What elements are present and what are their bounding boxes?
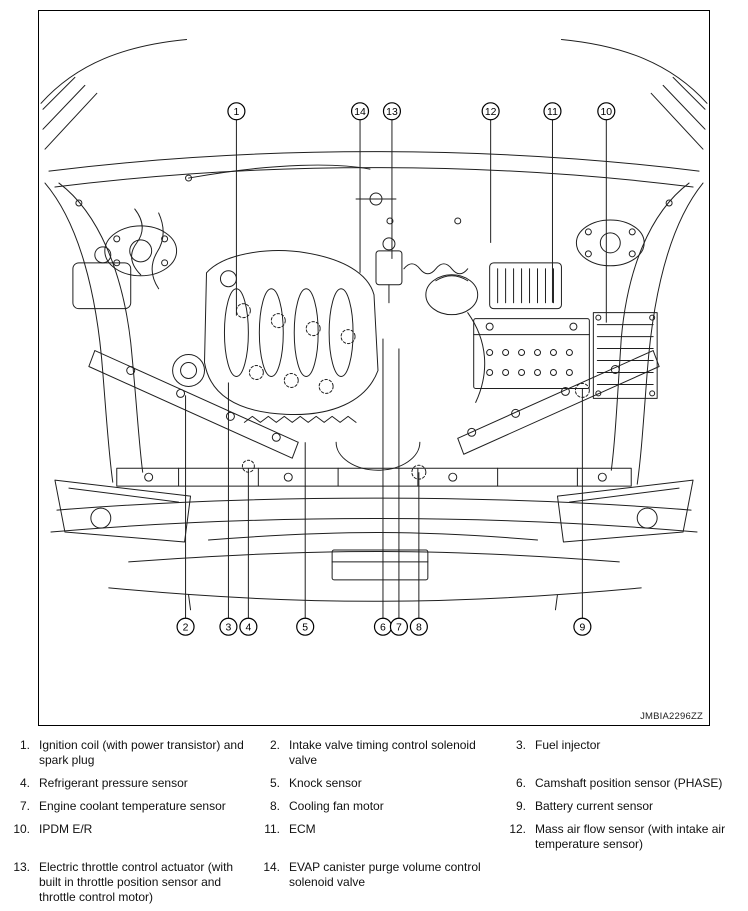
legend-item-number: 9. [515,799,526,813]
callout-number: 13 [386,106,398,118]
legend-item-number: 3. [515,738,526,752]
callout-7 [390,349,407,636]
callout-number: 14 [354,106,366,118]
callout-number: 2 [182,622,189,634]
legend-item-number: 1. [19,738,30,752]
callout-number: 6 [380,622,386,634]
legend-item-text: IPDM E/R [39,822,93,836]
legend-item-number: 7. [19,799,30,813]
callout-number: 12 [484,106,497,118]
engine-diagram-figure [38,10,710,726]
legend-item-4 [8,776,258,791]
legend-item-text: Refrigerant pressure sensor [39,776,188,790]
callout-number: 7 [396,622,402,634]
legend-item-2 [258,738,504,768]
callout-number: 4 [245,622,252,634]
legend-item-5 [258,776,504,791]
legend-item-number: 10. [13,822,30,836]
legend-item-text: Fuel injector [535,738,601,752]
callout-number: 1 [233,106,240,118]
callout-10 [598,103,615,323]
callout-number: 11 [547,106,558,118]
callout-number: 10 [600,106,613,118]
legend-item-number: 14. [263,860,280,874]
legend-item-1 [8,738,258,768]
legend-item-text: Camshaft position sensor (PHASE) [535,776,723,790]
legend-item-9 [504,799,742,814]
callout-1 [228,103,245,316]
callout-number: 8 [415,622,422,634]
engine-line-art [41,39,707,609]
callout-5 [297,442,314,635]
legend-item-text: Electric throttle control actuator (with built in throttle position sensor and throttle control motor) [39,860,234,904]
legend-item-7 [8,799,258,814]
figure-watermark: JMBIA2296ZZ [640,711,703,722]
callout-number: 3 [225,622,232,634]
legend-item-12 [504,822,742,852]
callout-number: 9 [579,622,586,634]
callout-14 [352,103,369,273]
legend-item-text: Engine coolant temperature sensor [39,799,226,813]
legend-item-number: 5. [269,776,280,790]
callout-6 [374,339,391,636]
legend-item-14 [258,860,504,905]
legend-item-text: EVAP canister purge volume control solenoid valve [289,860,481,889]
legend-item-11 [258,822,504,852]
legend-item-3 [504,738,742,768]
legend-item-number: 2. [269,738,280,752]
callout-number: 5 [302,622,309,634]
legend-item-text: Knock sensor [289,776,362,790]
legend-item-number: 12. [509,822,526,836]
callout-9 [574,388,591,635]
legend-item-13 [8,860,258,905]
legend-item-text: Cooling fan motor [289,799,384,813]
legend-item-number: 13. [13,860,30,874]
callout-13 [383,103,400,259]
callout-12 [482,103,499,243]
legend-item-number: 4. [19,776,30,790]
callout-4 [240,468,257,635]
legend-item-number: 8. [269,799,280,813]
legend-item-number: 11. [264,822,280,836]
legend-item-text: Battery current sensor [535,799,654,813]
callout-11 [544,103,561,303]
legend-item-text: Intake valve timing control solenoid valve [289,738,476,767]
callout-8 [410,472,427,635]
legend-item-6 [504,776,742,791]
callout-2 [177,395,194,635]
legend-item-text: Ignition coil (with power transistor) and spark plug [39,738,244,767]
legend [8,738,742,905]
legend-item-8 [258,799,504,814]
engine-bay-diagram [39,11,709,725]
legend-item-text: Mass air flow sensor (with intake air temperature sensor) [535,822,726,851]
legend-item-text: ECM [289,822,316,836]
legend-item-number: 6. [515,776,526,790]
legend-item-10 [8,822,258,852]
